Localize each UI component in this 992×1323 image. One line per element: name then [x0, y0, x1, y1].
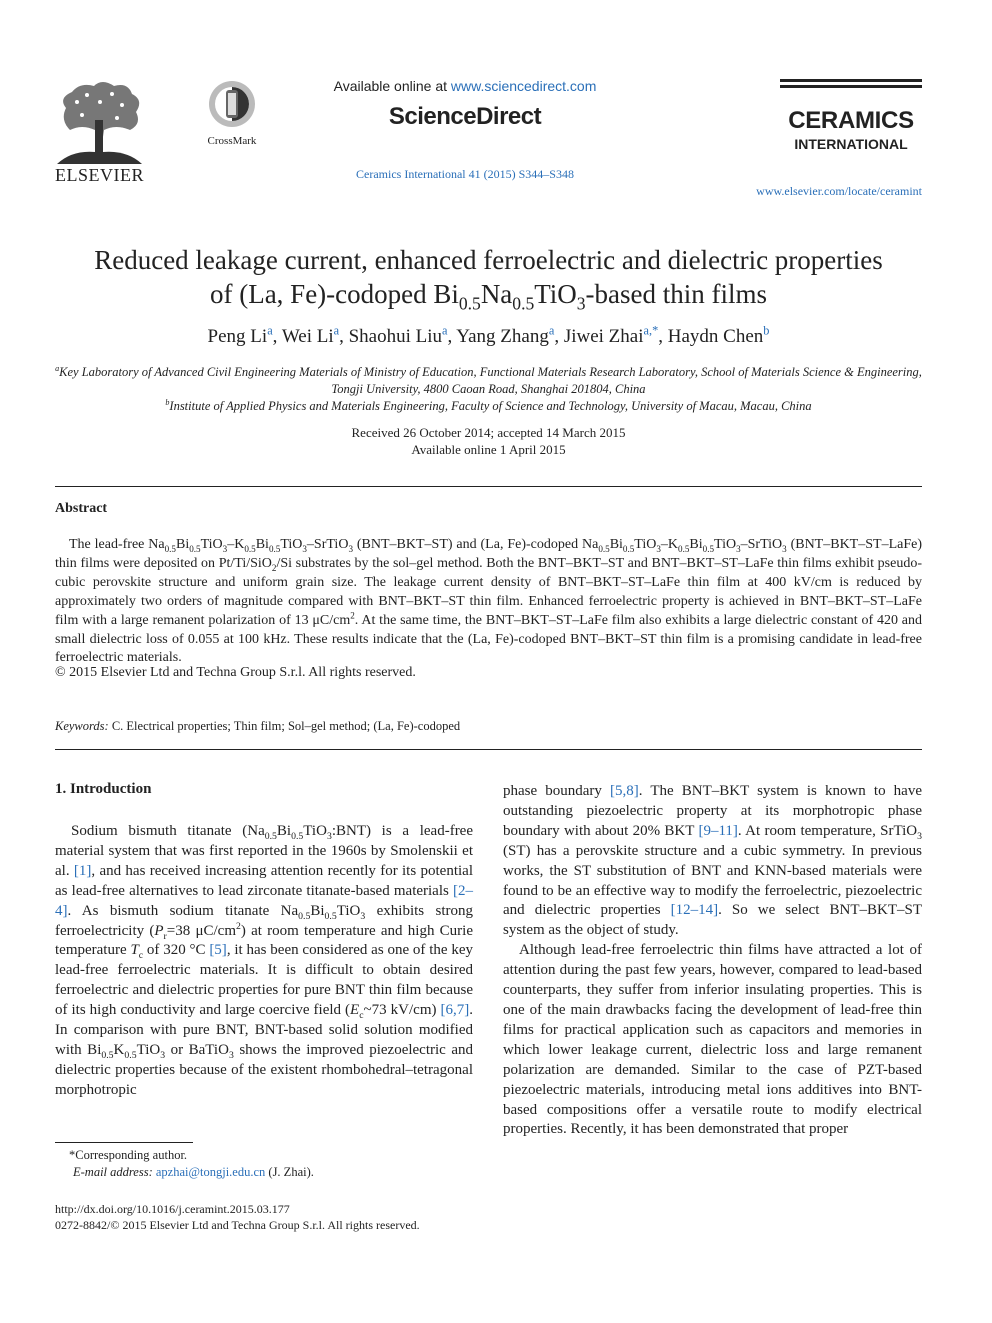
author-list: Peng Li$^a$, Wei Li$^a$, Shaohui Liu$^a$, Yang Zhang$^a$, Jiwei Zhai$^{a,*}$, Haydn Chen$^b$	[207, 323, 770, 347]
crossmark-label: CrossMark	[207, 135, 257, 147]
divider	[55, 486, 922, 487]
section-heading: 1. Introduction	[55, 781, 152, 797]
doi-link[interactable]: http://dx.doi.org/10.1016/j.ceramint.2015.03.177	[55, 1202, 290, 1216]
author[interactable]: Haydn Chen$^b$	[667, 323, 770, 347]
affiliation-b: $^b$Institute of Applied Physics and Materials Engineering, Faculty of Science and Technology, University of Macau, Macau, China	[165, 397, 812, 413]
journal-logo-rules	[780, 79, 922, 91]
citation-link[interactable]: [9–11]	[698, 822, 738, 839]
citation-link[interactable]: [5]	[209, 942, 227, 959]
article-title	[55, 243, 922, 314]
author[interactable]: Shaohui Liu$^a$	[348, 323, 448, 347]
footnote	[55, 1147, 475, 1181]
received-date: Received 26 October 2014; accepted 14 March 2015	[351, 425, 626, 440]
journal-homepage-link[interactable]: www.elsevier.com/locate/ceramint	[756, 184, 922, 198]
citation-link[interactable]: [12–14]	[670, 902, 719, 919]
abstract-heading: Abstract	[55, 501, 108, 516]
affiliation-a: $^a$Key Laboratory of Advanced Civil Engineering Materials of Ministry of Education, Functional Materials Research Laboratory, School of Materials Science & Engineering, Tongji University, 4800 Caoan Road, Shanghai 201804, China	[55, 363, 922, 396]
title-line-1: Reduced leakage current, enhanced ferroelectric and dielectric properties	[94, 245, 883, 275]
keywords	[55, 719, 460, 734]
citation-link[interactable]: [1]	[73, 862, 92, 879]
available-prefix: Available online at	[333, 78, 451, 94]
email-link[interactable]: apzhai@tongji.edu.cn	[155, 1165, 266, 1179]
article-dates	[55, 424, 922, 458]
crossmark-badge[interactable]	[206, 80, 258, 147]
citation-link[interactable]: [6,7]	[440, 1002, 470, 1019]
citation-link[interactable]: [5,8]	[610, 783, 639, 799]
author[interactable]: Yang Zhang$^a$	[456, 323, 555, 347]
keywords-text: C. Electrical properties; Thin film; Sol–gel method; (La, Fe)-codoped	[108, 719, 461, 733]
sciencedirect-logo: ScienceDirect	[388, 103, 542, 130]
paragraph: phase boundary [5,8]. The BNT–BKT system is known to have outstanding piezoelectric property at its morphotropic phase boundary with about 20% BKT [9–11]. At room temperature, SrTiO$_3$ (ST) has a perovskite structure and a cubic symmetry. In previous works, the ST substitution of BNT and KNN-based materials were found to be an effective way to modify the ferroelectric, piezoelectric and dielectric properties [12–14]. So we select BNT–BKT–ST system as the object of study.	[503, 783, 922, 939]
body-column-left	[55, 822, 473, 1101]
divider	[55, 749, 922, 750]
paragraph: Although lead-free ferroelectric thin films have attracted a lot of attention during the past few years, however, compared to lead-based counterparts, they suffer from inferior insulating properties. This is one of the main drawbacks facing the development of lead-free thin films for practical application such as capacitors and memories in which lower leakage current, dielectric loss and large remanent polarization are demanded. Similar to the case of PZT-based piezoelectric materials, introducing metal ions additives into BNT-based compositions offer a versatile route to modify electrical properties. Recently, it has been demonstrated that proper	[503, 942, 922, 1138]
journal-logo: CERAMICS	[788, 107, 914, 134]
title-line-2: of (La, Fe)-codoped $Bi_{0.5}Na_{0.5}TiO_3$-based thin films	[209, 279, 768, 314]
author[interactable]: Jiwei Zhai$^{a,*}$	[563, 323, 659, 347]
journal-logo-subtitle: INTERNATIONAL	[794, 136, 908, 152]
abstract-copyright: © 2015 Elsevier Ltd and Techna Group S.r.l. All rights reserved.	[55, 665, 416, 680]
online-date: Available online 1 April 2015	[411, 442, 566, 457]
email-line: E-mail address: apzhai@tongji.edu.cn (J. Zhai).	[73, 1165, 314, 1179]
available-online	[300, 78, 630, 94]
paragraph: Sodium bismuth titanate $(Na_{0.5}Bi_{0.5}TiO_3:BNT)$ is a lead-free material system that was first reported in the 1960s by Smolenskii et al. [1], and has received increasing attention recently for its potential as lead-free alternatives to lead zirconate titanate-based materials [2–4]. As bismuth sodium titanate $Na_{0.5}Bi_{0.5}TiO_3$ exhibits strong ferroelectricity ($P_r=38$ $\mu C/cm^2$) at room temperature and high Curie temperature $T_c$ of 320 °C [5], it has been considered as one of the key lead-free ferroelectric materials. It is difficult to obtain desired ferroelectric and dielectric properties for pure BNT thin film because of its high conductivity and large coercive field ($E_c\sim 73$ kV/cm) [6,7]. In comparison with pure BNT, BNT-based solid solution modified with $Bi_{0.5}K_{0.5}TiO_3$ or BaTiO$_3$ shows the improved piezoelectric and dielectric properties because of the existent rhombohedral–tetragonal morphotropic	[55, 823, 474, 1098]
author[interactable]: Peng Li$^a$	[207, 323, 273, 347]
journal-citation[interactable]: Ceramics International 41 (2015) S344–S348	[356, 167, 574, 181]
corresponding-author-note: *Corresponding author.	[69, 1148, 188, 1162]
issn-copyright: 0272-8842/© 2015 Elsevier Ltd and Techna Group S.r.l. All rights reserved.	[55, 1218, 420, 1232]
publisher-name: ELSEVIER	[55, 165, 144, 185]
footnote-rule	[55, 1142, 193, 1143]
keywords-label: Keywords:	[55, 719, 109, 733]
crossmark-icon	[208, 80, 256, 128]
affiliations	[55, 364, 922, 415]
body-column-right	[503, 782, 922, 1140]
author[interactable]: Wei Li$^a$	[281, 323, 340, 347]
abstract-body: The lead-free $Na_{0.5}Bi_{0.5}TiO_3-K_{0.5}Bi_{0.5}TiO_3-SrTiO_3$ (BNT–BKT–ST) and (La, Fe)-codoped $Na_{0.5}Bi_{0.5}TiO_3-K_{0.5}Bi_{0.5}TiO_3-SrTiO_3$ (BNT–BKT–ST–LaFe) thin films were deposited on Pt/Ti/SiO$_2$/Si substrates by the sol–gel method. Both the BNT–BKT–ST and BNT–BKT–ST–LaFe thin films exhibit pseudo-cubic perovskite structure and uniform grain size. The leakage current density of BNT–BKT–ST–LaFe thin film at 400 kV/cm is reduced by approximately two orders of magnitude compared with BNT–BKT–ST thin film. Enhanced ferroelectric property is achieved in BNT–BKT–ST–LaFe film with a large remanent polarization of 13 $\mu C/cm^2$. At the same time, the BNT–BKT–ST–LaFe film also exhibits a large dielectric constant of 420 and small dielectric loss of 0.055 at 100 kHz. These results indicate that the (La, Fe)-codoped BNT–BKT–ST thin film is a promising candidate in lead-free ferroelectric materials.	[55, 537, 923, 666]
citation-link[interactable]: [2–4]	[55, 882, 473, 919]
sciencedirect-link[interactable]: www.sciencedirect.com	[450, 78, 597, 94]
doi-block	[55, 1201, 495, 1233]
